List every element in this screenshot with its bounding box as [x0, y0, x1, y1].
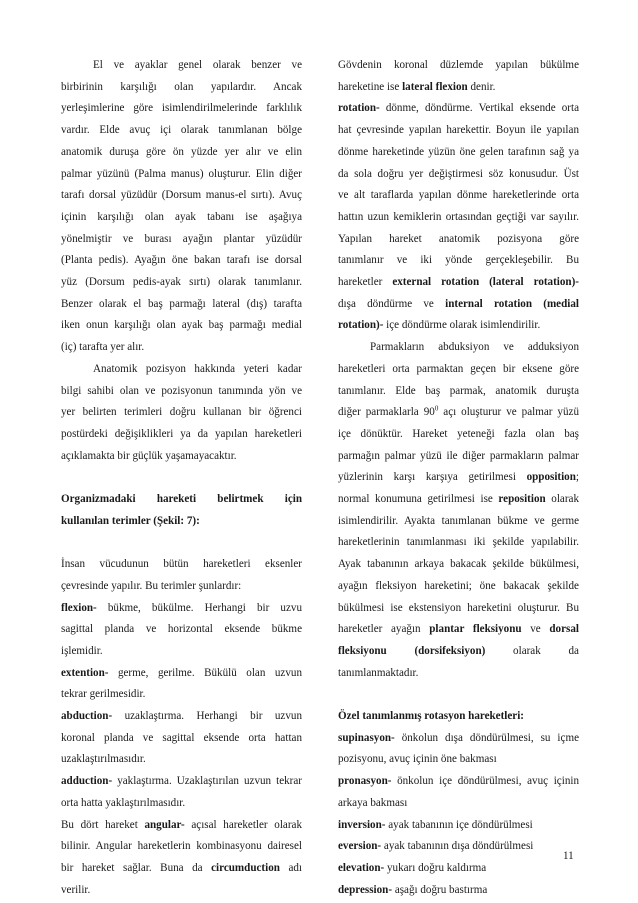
- term: angular-: [144, 818, 185, 831]
- text-line: tanımlanır ve iki yönde gerçekleşebilir. Bu: [338, 254, 579, 267]
- term-line: inversion- ayak tabanının içe döndürülmesi: [338, 818, 533, 831]
- text-line: iken onun karşılığı olan ayak baş parmağı medial: [61, 319, 302, 332]
- text-line: bilinir. Angular hareketlerin kombinasyonu dairesel: [61, 840, 302, 853]
- text-line: orta hatta yaklaştırılmasıdır.: [61, 796, 186, 809]
- term-line: elevation- yukarı doğru kaldırma: [338, 862, 487, 874]
- term: depression-: [338, 883, 393, 896]
- term: elevation-: [338, 862, 385, 874]
- section-heading: Organizmadaki hareketi belirtmek için: [61, 493, 302, 506]
- term: plantar fleksiyonu: [429, 623, 522, 636]
- text-line: hareketleri orta parmaktan geçen bir eksene göre: [338, 362, 579, 375]
- text-line: içe dönüktür. Hareket yeteneği fazla olan baş: [338, 427, 579, 440]
- text-line: tanımlanır. Elde baş parmak, anatomik duruşta: [338, 384, 579, 397]
- text-line: hattın uzun kemiklerin ortasından geçtiği var sayılır.: [338, 210, 579, 223]
- text-line: yer belirten terimleri doğru kullanan bir öğrenci: [61, 406, 302, 419]
- term: fleksiyonu: [338, 644, 387, 657]
- text-line: verilir.: [61, 883, 91, 896]
- term-line: rotation- dönme, döndürme. Vertikal eksende orta: [338, 102, 579, 115]
- text-line: içinin karşılığı olan ayak tabanı ise aşağıya: [61, 210, 302, 223]
- term-line: hareketler external rotation (lateral rotation)-: [338, 276, 579, 289]
- term-line: Bu dört hareket angular- açısal hareketler olarak: [61, 818, 303, 831]
- text-line: diğer parmaklarla $90^0$ açı oluşturur ve palmar yüzü: [338, 404, 579, 419]
- text-line: pozisyonu, avuç içinin öne bakması: [338, 753, 497, 766]
- term: dorsal: [549, 623, 579, 636]
- term: circumduction: [211, 861, 280, 874]
- text-line: arkaya bakması: [338, 796, 408, 809]
- term-line: flexion- bükme, bükülme. Herhangi bir uzvu: [61, 601, 302, 614]
- term-line: rotation)- içe döndürme olarak isimlendirilir.: [338, 319, 541, 332]
- term-line: fleksiyonu (dorsifeksiyon) olarak da: [338, 644, 579, 657]
- text-line: Ayak tabanının arkaya bakacak şekilde bükülmesi,: [338, 558, 579, 571]
- text-line: yüz (Dorsum pedis-ayak sırtı) olarak tanımlanır.: [61, 276, 302, 289]
- text-line: birbirinin karşılığı olan yapılardır. Ancak: [61, 80, 302, 93]
- text-line: bükülmesi ise ekstensiyon hareketini oluşturur. Bu: [338, 601, 579, 614]
- term: external rotation (lateral rotation)-: [392, 276, 579, 289]
- term: flexion-: [61, 601, 97, 614]
- text-line: Yapılan hareket anatomik pozisyona göre: [338, 232, 579, 245]
- text-line: parmağın palmar yüzü ile diğer parmakların palmar: [338, 449, 579, 462]
- term: abduction-: [61, 710, 113, 723]
- term: supinasyon-: [338, 731, 395, 744]
- term-line: abduction- uzaklaştırma. Herhangi bir uzvun: [61, 710, 302, 723]
- text-line: ve alt taraflarda yapılan dönme hareketlerinde orta: [338, 189, 579, 202]
- text-line: işlemidir.: [61, 644, 103, 657]
- term: (dorsifeksiyon): [414, 644, 486, 657]
- term: eversion-: [338, 840, 382, 853]
- text-line: palmar yüzünü (Palma manus) oluşturur. Elin diğer: [61, 167, 302, 180]
- text-line: Gövdenin koronal düzlemde yapılan bükülme: [338, 59, 579, 71]
- text-line: bilgi sahibi olan ve pozisyonun tanımında yön ve: [61, 384, 302, 397]
- term: reposition: [498, 493, 546, 506]
- text-line: sagittal planda ve horizontal eksende bükme: [61, 623, 302, 636]
- text-line: İnsan vücudunun bütün hareketleri eksenler: [61, 558, 302, 571]
- text-line: vardır. Elde avuç içi olarak tanımlanan bölge: [61, 124, 302, 137]
- text-line: çevresinde yapılır. Bu terimler şunlardır:: [61, 579, 242, 592]
- text-line: isimlendirilir. Ayakta tanımlanan bükme ve germe: [338, 514, 579, 527]
- term: lateral flexion: [402, 80, 468, 93]
- term: pronasyon-: [338, 775, 392, 788]
- term-line: eversion- ayak tabanının dışa döndürülmesi: [338, 840, 534, 853]
- term: opposition: [526, 471, 576, 484]
- text-line: hareketlerinin tanımlanması iki şekilde yapılabilir.: [338, 536, 579, 549]
- section-heading: Özel tanımlanmış rotasyon hareketleri:: [338, 710, 525, 723]
- term-line: hareketine ise lateral flexion denir.: [338, 80, 496, 93]
- text-line: anatomik duruşa göre ön yüzde yer alır ve elin: [61, 145, 302, 158]
- term-line: extention- germe, gerilme. Bükülü olan uzvun: [61, 666, 302, 679]
- left-column: [61, 55, 302, 901]
- term: extention-: [61, 666, 109, 679]
- text-line: koronal planda ve sagittal eksende orta hattan: [61, 731, 302, 744]
- text-line: Parmakların abduksiyon ve adduksiyon: [370, 341, 579, 354]
- term-line: supinasyon- önkolun dışa döndürülmesi, su içme: [338, 731, 579, 744]
- term-line: adduction- yaklaştırma. Uzaklaştırılan uzvun tekrar: [61, 775, 302, 788]
- text-line: ayağın fleksiyon hareketini; öne bakacak şekilde: [338, 579, 579, 592]
- term-line: normal konumuna getirilmesi ise reposition olarak: [338, 493, 580, 506]
- term-line: depression- aşağı doğru bastırma: [338, 883, 488, 896]
- text-line: tanımlanmaktadır.: [338, 666, 419, 679]
- text-line: Benzer olarak el baş parmağı lateral (dış) tarafta: [61, 297, 302, 310]
- text-line: Anatomik pozisyon hakkında yeteri kadar: [93, 362, 302, 375]
- text-line: yerleşimlerine göre isimlendirilmelerinde farklılık: [61, 102, 302, 115]
- text-line: hat çevresinde yapılan harekettir. Boyun ile yapılan: [338, 124, 579, 137]
- text-line: dönme hareketinde yüzün öne gelen tarafının sağ ya: [338, 145, 579, 158]
- text-line: yönelmiştir ve burası ayağın plantar yüzüdür: [61, 232, 302, 245]
- section-heading: kullanılan terimler (Şekil: 7):: [61, 514, 200, 527]
- text-line: da sola doğru yer değiştirmesi söz konusudur. Üst: [338, 167, 579, 180]
- term: rotation)-: [338, 319, 384, 332]
- text-line: postürdeki değişiklikleri ya da yapılan hareketleri: [61, 427, 302, 440]
- term-line: pronasyon- önkolun içe döndürülmesi, avuç içinin: [338, 775, 579, 788]
- text-line: (Planta pedis). Ayağın öne bakan tarafı ise dorsal: [61, 254, 302, 267]
- text-line: uzaklaştırılmasıdır.: [61, 753, 146, 766]
- text-line: açıklamakta bir güçlük yaşamayacaktır.: [61, 449, 237, 462]
- term-line: hareketler ayağın plantar fleksiyonu ve dorsal: [338, 623, 579, 636]
- term: adduction-: [61, 775, 113, 788]
- page-number: 11: [563, 850, 574, 862]
- text-line: El ve ayaklar genel olarak benzer ve: [93, 59, 302, 71]
- term: internal rotation (medial: [445, 297, 579, 310]
- term: rotation-: [338, 102, 380, 115]
- term-line: yüzlerinin karşı karşıya getirilmesi opposition;: [338, 471, 579, 484]
- term: inversion-: [338, 818, 386, 831]
- term-line: dışa döndürme ve internal rotation (medial: [338, 297, 579, 310]
- text-line: tarafı dorsal yüzüdür (Dorsum manus-el sırtı). Avuç: [61, 189, 302, 202]
- right-column: [338, 55, 579, 901]
- text-line: (iç) tarafta yer alır.: [61, 341, 145, 354]
- term-line: bir hareket sağlar. Buna da circumduction adı: [61, 861, 303, 874]
- text-line: tekrar gerilmesidir.: [61, 688, 146, 701]
